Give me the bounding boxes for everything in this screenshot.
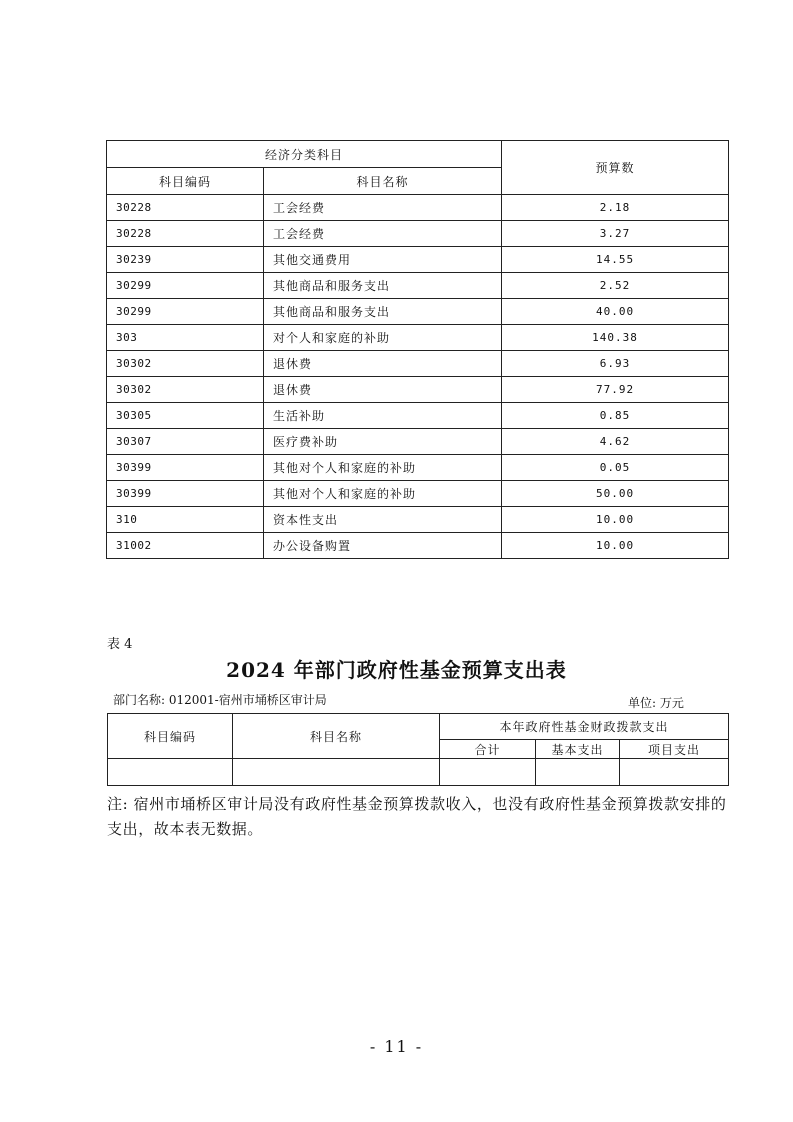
header-economic-classification: 经济分类科目 — [107, 141, 502, 168]
subject-name-cell: 生活补助 — [264, 403, 502, 429]
subject-name-cell: 退休费 — [264, 351, 502, 377]
table-row — [107, 403, 729, 429]
department-name: 部门名称: 012001-宿州市埇桥区审计局 — [113, 693, 327, 707]
budget-amount-cell: 40.00 — [502, 299, 729, 325]
table-row — [107, 533, 729, 559]
fund-empty-cell — [620, 759, 729, 786]
subject-code-cell: 30299 — [107, 299, 264, 325]
subject-name-cell: 资本性支出 — [264, 507, 502, 533]
subject-code-cell: 30228 — [107, 221, 264, 247]
subject-name-cell: 工会经费 — [264, 221, 502, 247]
subject-code-cell: 30305 — [107, 403, 264, 429]
page-number: - 11 - — [369, 1037, 424, 1056]
subject-code-cell: 30399 — [107, 455, 264, 481]
subject-code-cell: 30302 — [107, 351, 264, 377]
table-row — [107, 429, 729, 455]
subject-code-cell: 30228 — [107, 195, 264, 221]
fund-header-appropriation: 本年政府性基金财政拨款支出 — [440, 714, 729, 740]
fund-header-subject-name: 科目名称 — [233, 714, 440, 759]
fund-header-basic-expenditure: 基本支出 — [536, 740, 620, 759]
fund-empty-cell — [536, 759, 620, 786]
table-row — [107, 481, 729, 507]
fund-table-note: 注: 宿州市埇桥区审计局没有政府性基金预算拨款收入，也没有政府性基金预算拨款安排的支出，故本表无数据。 — [107, 795, 727, 838]
header-budget-amount: 预算数 — [502, 141, 729, 195]
subject-code-cell: 31002 — [107, 533, 264, 559]
budget-amount-cell: 4.62 — [502, 429, 729, 455]
unit-label: 单位: 万元 — [628, 696, 684, 710]
subject-code-cell: 303 — [107, 325, 264, 351]
table-row — [107, 195, 729, 221]
subject-name-cell: 其他商品和服务支出 — [264, 273, 502, 299]
subject-name-cell: 工会经费 — [264, 195, 502, 221]
budget-amount-cell: 2.52 — [502, 273, 729, 299]
fund-empty-cell — [108, 759, 233, 786]
budget-table-body — [107, 195, 729, 559]
fund-header-total: 合计 — [440, 740, 536, 759]
fund-header-subject-code: 科目编码 — [108, 714, 233, 759]
header-subject-name: 科目名称 — [264, 168, 502, 195]
budget-amount-cell: 6.93 — [502, 351, 729, 377]
subject-name-cell: 对个人和家庭的补助 — [264, 325, 502, 351]
budget-amount-cell: 10.00 — [502, 533, 729, 559]
budget-table — [106, 140, 729, 559]
table-row — [107, 221, 729, 247]
table-row — [107, 455, 729, 481]
budget-amount-cell: 3.27 — [502, 221, 729, 247]
budget-amount-cell: 0.85 — [502, 403, 729, 429]
subject-name-cell: 办公设备购置 — [264, 533, 502, 559]
fund-table-title: 2024 年部门政府性基金预算支出表 — [226, 658, 567, 682]
subject-code-cell: 30399 — [107, 481, 264, 507]
table-row — [107, 351, 729, 377]
subject-code-cell: 30302 — [107, 377, 264, 403]
table-number-label: 表 4 — [107, 637, 133, 652]
subject-code-cell: 30299 — [107, 273, 264, 299]
budget-amount-cell: 2.18 — [502, 195, 729, 221]
budget-amount-cell: 0.05 — [502, 455, 729, 481]
budget-amount-cell: 14.55 — [502, 247, 729, 273]
fund-empty-row — [108, 759, 729, 786]
subject-name-cell: 其他对个人和家庭的补助 — [264, 455, 502, 481]
table-row — [107, 377, 729, 403]
government-fund-table — [107, 713, 729, 786]
table-row — [107, 507, 729, 533]
table-row — [107, 273, 729, 299]
budget-amount-cell: 10.00 — [502, 507, 729, 533]
fund-header-project-expenditure: 项目支出 — [620, 740, 729, 759]
fund-empty-cell — [233, 759, 440, 786]
table-row — [107, 299, 729, 325]
fund-empty-cell — [440, 759, 536, 786]
subject-name-cell: 其他商品和服务支出 — [264, 299, 502, 325]
table-row — [107, 247, 729, 273]
subject-name-cell: 其他交通费用 — [264, 247, 502, 273]
subject-code-cell: 30239 — [107, 247, 264, 273]
subject-name-cell: 其他对个人和家庭的补助 — [264, 481, 502, 507]
budget-amount-cell: 140.38 — [502, 325, 729, 351]
subject-code-cell: 310 — [107, 507, 264, 533]
subject-code-cell: 30307 — [107, 429, 264, 455]
subject-name-cell: 退休费 — [264, 377, 502, 403]
budget-amount-cell: 50.00 — [502, 481, 729, 507]
header-subject-code: 科目编码 — [107, 168, 264, 195]
budget-amount-cell: 77.92 — [502, 377, 729, 403]
table-row — [107, 325, 729, 351]
subject-name-cell: 医疗费补助 — [264, 429, 502, 455]
